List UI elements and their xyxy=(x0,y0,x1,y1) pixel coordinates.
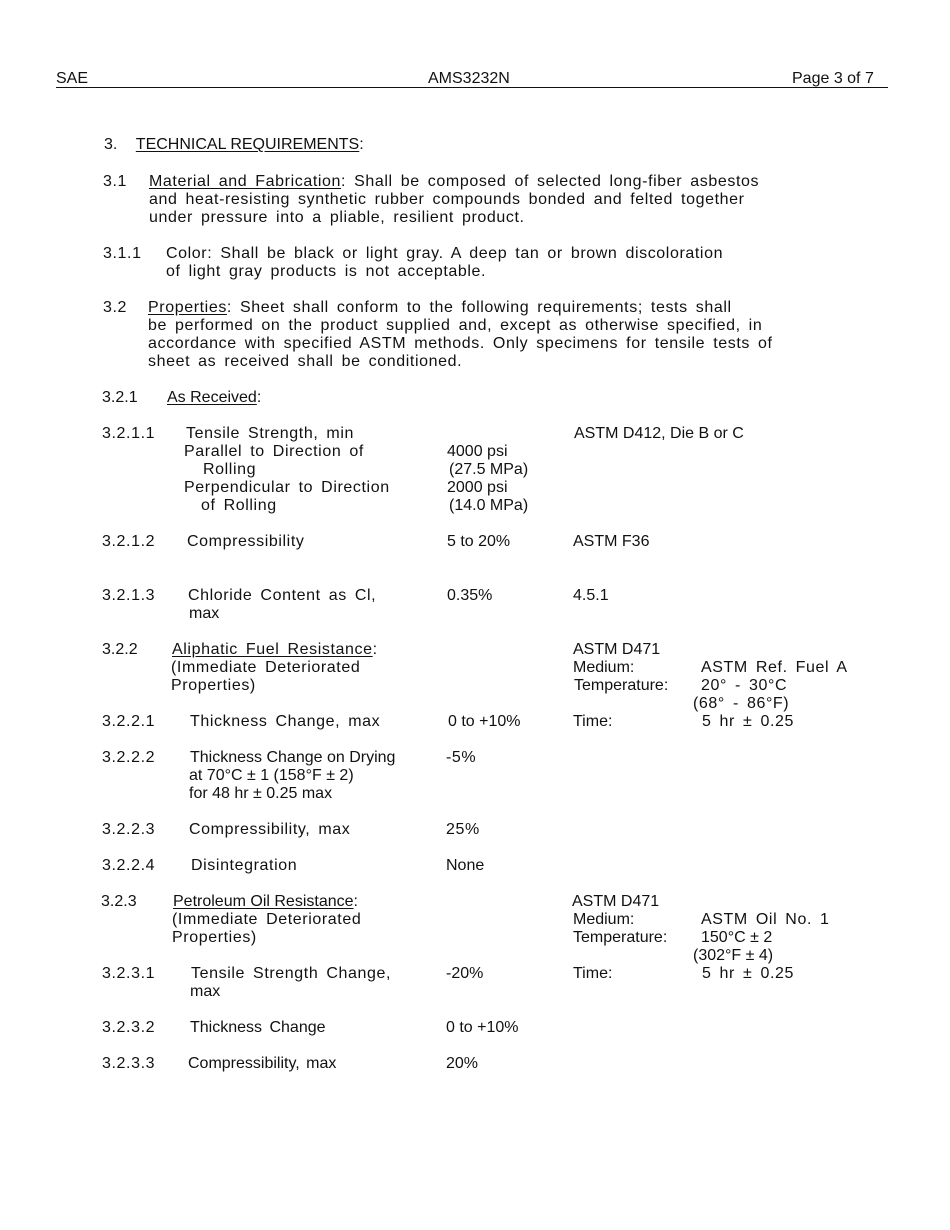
condition-value: (68° - 86°F) xyxy=(693,695,790,712)
property-label: Tensile Strength Change, xyxy=(191,965,392,982)
section-title: Properties xyxy=(148,299,227,316)
test-method: 4.5.1 xyxy=(573,587,609,604)
paragraph-line: accordance with specified ASTM methods. Only specimens for tensile tests of xyxy=(148,335,773,352)
section-subtitle: (Immediate Deteriorated xyxy=(171,659,361,676)
section-3-2-3-number: 3.2.3 xyxy=(101,893,137,910)
condition-value: ASTM Ref. Fuel A xyxy=(701,659,848,676)
section-colon: : xyxy=(353,893,358,910)
row-number: 3.2.1.1 xyxy=(102,425,156,442)
condition-value: (302°F ± 4) xyxy=(693,947,774,964)
requirement-value: 5 to 20% xyxy=(447,533,511,550)
paragraph-text: : Shall be composed of selected long-fiber asbestos xyxy=(341,173,760,190)
requirement-value: 0 to +10% xyxy=(446,1019,519,1036)
condition-value: 150°C ± 2 xyxy=(701,929,773,946)
section-subtitle: Properties) xyxy=(171,677,256,694)
test-method: ASTM F36 xyxy=(573,533,650,550)
property-label: of Rolling xyxy=(201,497,277,514)
property-label: Thickness Change xyxy=(190,1019,326,1036)
property-label: Thickness Change, max xyxy=(190,713,381,730)
property-label: Compressibility, max xyxy=(189,821,351,838)
condition-key: Time: xyxy=(573,713,613,730)
row-number: 3.2.3.2 xyxy=(102,1019,156,1036)
property-label: max xyxy=(190,983,221,1000)
section-title: Aliphatic Fuel Resistance xyxy=(172,641,373,658)
section-3-2-3-heading xyxy=(173,893,358,911)
property-label: for 48 hr ± 0.25 max xyxy=(189,785,333,802)
requirement-value: -5% xyxy=(446,749,477,766)
row-number: 3.2.3.3 xyxy=(102,1055,156,1072)
condition-value: ASTM Oil No. 1 xyxy=(701,911,830,928)
property-label: Compressibility, max xyxy=(188,1055,337,1072)
paragraph-line: and heat-resisting synthetic rubber compounds bonded and felted together xyxy=(149,191,745,208)
condition-value: 20° - 30°C xyxy=(701,677,788,694)
section-title: As Received xyxy=(167,389,257,406)
property-label: Parallel to Direction of xyxy=(184,443,364,460)
section-3-1-first-line xyxy=(149,173,759,191)
header-left: SAE xyxy=(56,70,89,87)
section-colon: : xyxy=(256,389,262,406)
property-label: Compressibility xyxy=(187,533,305,550)
header-rule xyxy=(56,87,888,88)
section-3-2-2-number: 3.2.2 xyxy=(102,641,138,658)
property-label: at 70°C ± 1 (158°F ± 2) xyxy=(189,767,354,784)
header-center: AMS3232N xyxy=(428,70,510,87)
section-colon: : xyxy=(359,136,364,153)
property-label: Perpendicular to Direction xyxy=(184,479,390,496)
section-3-2-1-heading xyxy=(167,389,261,407)
section-title: TECHNICAL REQUIREMENTS xyxy=(135,136,360,153)
requirement-value: 0.35% xyxy=(447,587,493,604)
row-number: 3.2.2.1 xyxy=(102,713,156,730)
paragraph-text: : Sheet shall conform to the following requirements; tests shall xyxy=(226,299,732,316)
property-label: Thickness Change on Drying xyxy=(190,749,396,766)
condition-value: 5 hr ± 0.25 xyxy=(702,713,794,730)
row-number: 3.2.1.3 xyxy=(102,587,156,604)
condition-key: Medium: xyxy=(573,911,635,928)
requirement-value: 0 to +10% xyxy=(448,713,521,730)
paragraph-line: under pressure into a pliable, resilient product. xyxy=(149,209,525,226)
paragraph-line: be performed on the product supplied and, except as otherwise specified, in xyxy=(148,317,763,334)
requirement-value: 2000 psi xyxy=(447,479,508,496)
section-subtitle: Properties) xyxy=(172,929,257,946)
property-label: Disintegration xyxy=(191,857,298,874)
requirement-value: -20% xyxy=(446,965,484,982)
requirement-value: 4000 psi xyxy=(447,443,508,460)
property-label: Rolling xyxy=(203,461,257,478)
condition-key: Temperature: xyxy=(574,677,669,694)
row-number: 3.2.3.1 xyxy=(102,965,156,982)
condition-value: 5 hr ± 0.25 xyxy=(702,965,794,982)
condition-key: Time: xyxy=(573,965,613,982)
property-label: max xyxy=(189,605,220,622)
property-label: Chloride Content as Cl, xyxy=(188,587,377,604)
condition-key: Medium: xyxy=(573,659,635,676)
section-3-heading xyxy=(104,136,364,154)
section-3-2-first-line xyxy=(148,299,732,317)
section-number: 3. xyxy=(104,136,118,153)
requirement-value: 20% xyxy=(446,1055,479,1072)
section-title: Petroleum Oil Resistance xyxy=(173,893,354,910)
condition-key: Temperature: xyxy=(573,929,668,946)
header-right: Page 3 of 7 xyxy=(792,70,874,87)
section-subtitle: (Immediate Deteriorated xyxy=(172,911,362,928)
section-colon: : xyxy=(372,641,378,658)
section-3-1-number: 3.1 xyxy=(103,173,128,190)
test-method: ASTM D471 xyxy=(572,893,660,910)
section-3-2-number: 3.2 xyxy=(103,299,128,316)
requirement-value: 25% xyxy=(446,821,480,838)
section-3-1-1-number: 3.1.1 xyxy=(103,245,142,262)
requirement-value: (14.0 MPa) xyxy=(449,497,529,514)
row-number: 3.2.1.2 xyxy=(102,533,156,550)
paragraph-line: sheet as received shall be conditioned. xyxy=(148,353,463,370)
row-number: 3.2.2.4 xyxy=(102,857,156,874)
row-number: 3.2.2.2 xyxy=(102,749,156,766)
requirement-value: None xyxy=(446,857,485,874)
test-method: ASTM D471 xyxy=(573,641,661,658)
section-title: Material and Fabrication xyxy=(149,173,342,190)
property-label: Tensile Strength, min xyxy=(186,425,355,442)
paragraph-line: of light gray products is not acceptable. xyxy=(166,263,487,280)
paragraph-line: Color: Shall be black or light gray. A deep tan or brown discoloration xyxy=(166,245,724,262)
row-number: 3.2.2.3 xyxy=(102,821,156,838)
section-3-2-2-heading xyxy=(172,641,378,659)
section-3-2-1-number: 3.2.1 xyxy=(102,389,138,406)
test-method: ASTM D412, Die B or C xyxy=(574,425,744,442)
requirement-value: (27.5 MPa) xyxy=(449,461,529,478)
